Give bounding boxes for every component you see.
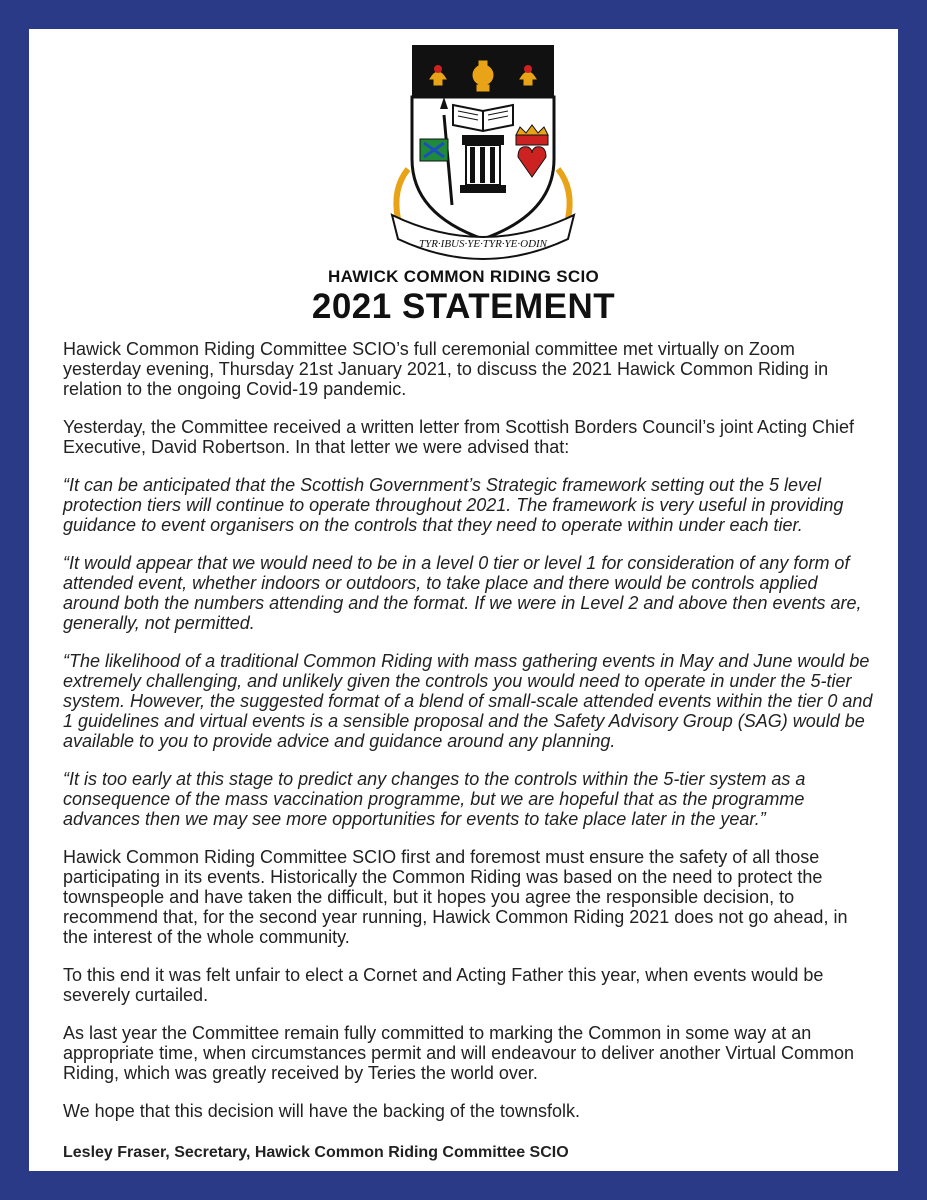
hawick-crest-logo [378, 39, 588, 264]
paragraph-intro: Hawick Common Riding Committee SCIO’s full ceremonial committee met virtually on Zoom yesterday evening, Thursday 21st January 2021, to discuss the 2021 Hawick Common Riding in relation to the ongoing Covid-19 pandemic. [63, 339, 829, 399]
statement-body [63, 339, 873, 1181]
signature: Lesley Fraser, Secretary, Hawick Common Riding Committee SCIO [63, 1144, 569, 1161]
quote-paragraph: “It can be anticipated that the Scottish Government’s Strategic framework setting out the 5 level protection tiers will continue to operate throughout 2021. The framework is very useful in providing guidance to event organisers on the controls that they need to operate within under each tier. [63, 475, 844, 535]
page-title: 2021 STATEMENT [311, 287, 616, 326]
quote-paragraph: “The likelihood of a traditional Common Riding with mass gathering events in May and June would be extremely challenging, and unlikely given the controls you would need to operate in under the 5-tier system. However, the suggested format of a blend of small-scale attended events within the tier 0 and 1 guidelines and virtual events is a sensible proposal and the Safety Advisory Group (SAG) would be available to you to provide advice and guidance around any planning. [63, 651, 873, 751]
crest-motto: TYR·IBUS·YE·TYR·YE·ODIN [418, 238, 548, 250]
paragraph-safety: Hawick Common Riding Committee SCIO first and foremost must ensure the safety of all those participating in its events. Historically the Common Riding was based on the need to protect the townspeople and have taken the difficult, but it hopes you agree the responsible decision, to recommend that, for the second year running, Hawick Common Riding 2021 does not go ahead, in the interest of the whole community. [63, 847, 848, 947]
paragraph-virtual: As last year the Committee remain fully committed to marking the Common in some way at an appropriate time, when circumstances permit and will endeavour to deliver another Virtual Common Riding, which was greatly received by Teries the world over. [63, 1023, 855, 1083]
quote-paragraph: “It is too early at this stage to predict any changes to the controls within the 5-tier system as a consequence of the mass vaccination programme, but we are hopeful that as the programme advances then we may see more opportunities for events to take place later in the year.” [63, 769, 806, 829]
quote-paragraph: “It would appear that we would need to be in a level 0 tier or level 1 for consideration of any form of attended event, whether indoors or outdoors, to take place and there would be controls applied around both the numbers attending and the format. If we were in Level 2 and above then events are, generally, not permitted. [63, 553, 862, 633]
paragraph-letter: Yesterday, the Committee received a written letter from Scottish Borders Council’s joint Acting Chief Executive, David Robertson. In that letter we were advised that: [63, 417, 855, 457]
statement-page [29, 29, 898, 1171]
paragraph-closing: We hope that this decision will have the backing of the townsfolk. [63, 1101, 580, 1121]
organisation-name: HAWICK COMMON RIDING SCIO [328, 267, 599, 286]
paragraph-cornet: To this end it was felt unfair to elect a Cornet and Acting Father this year, when events would be severely curtailed. [63, 965, 824, 1005]
